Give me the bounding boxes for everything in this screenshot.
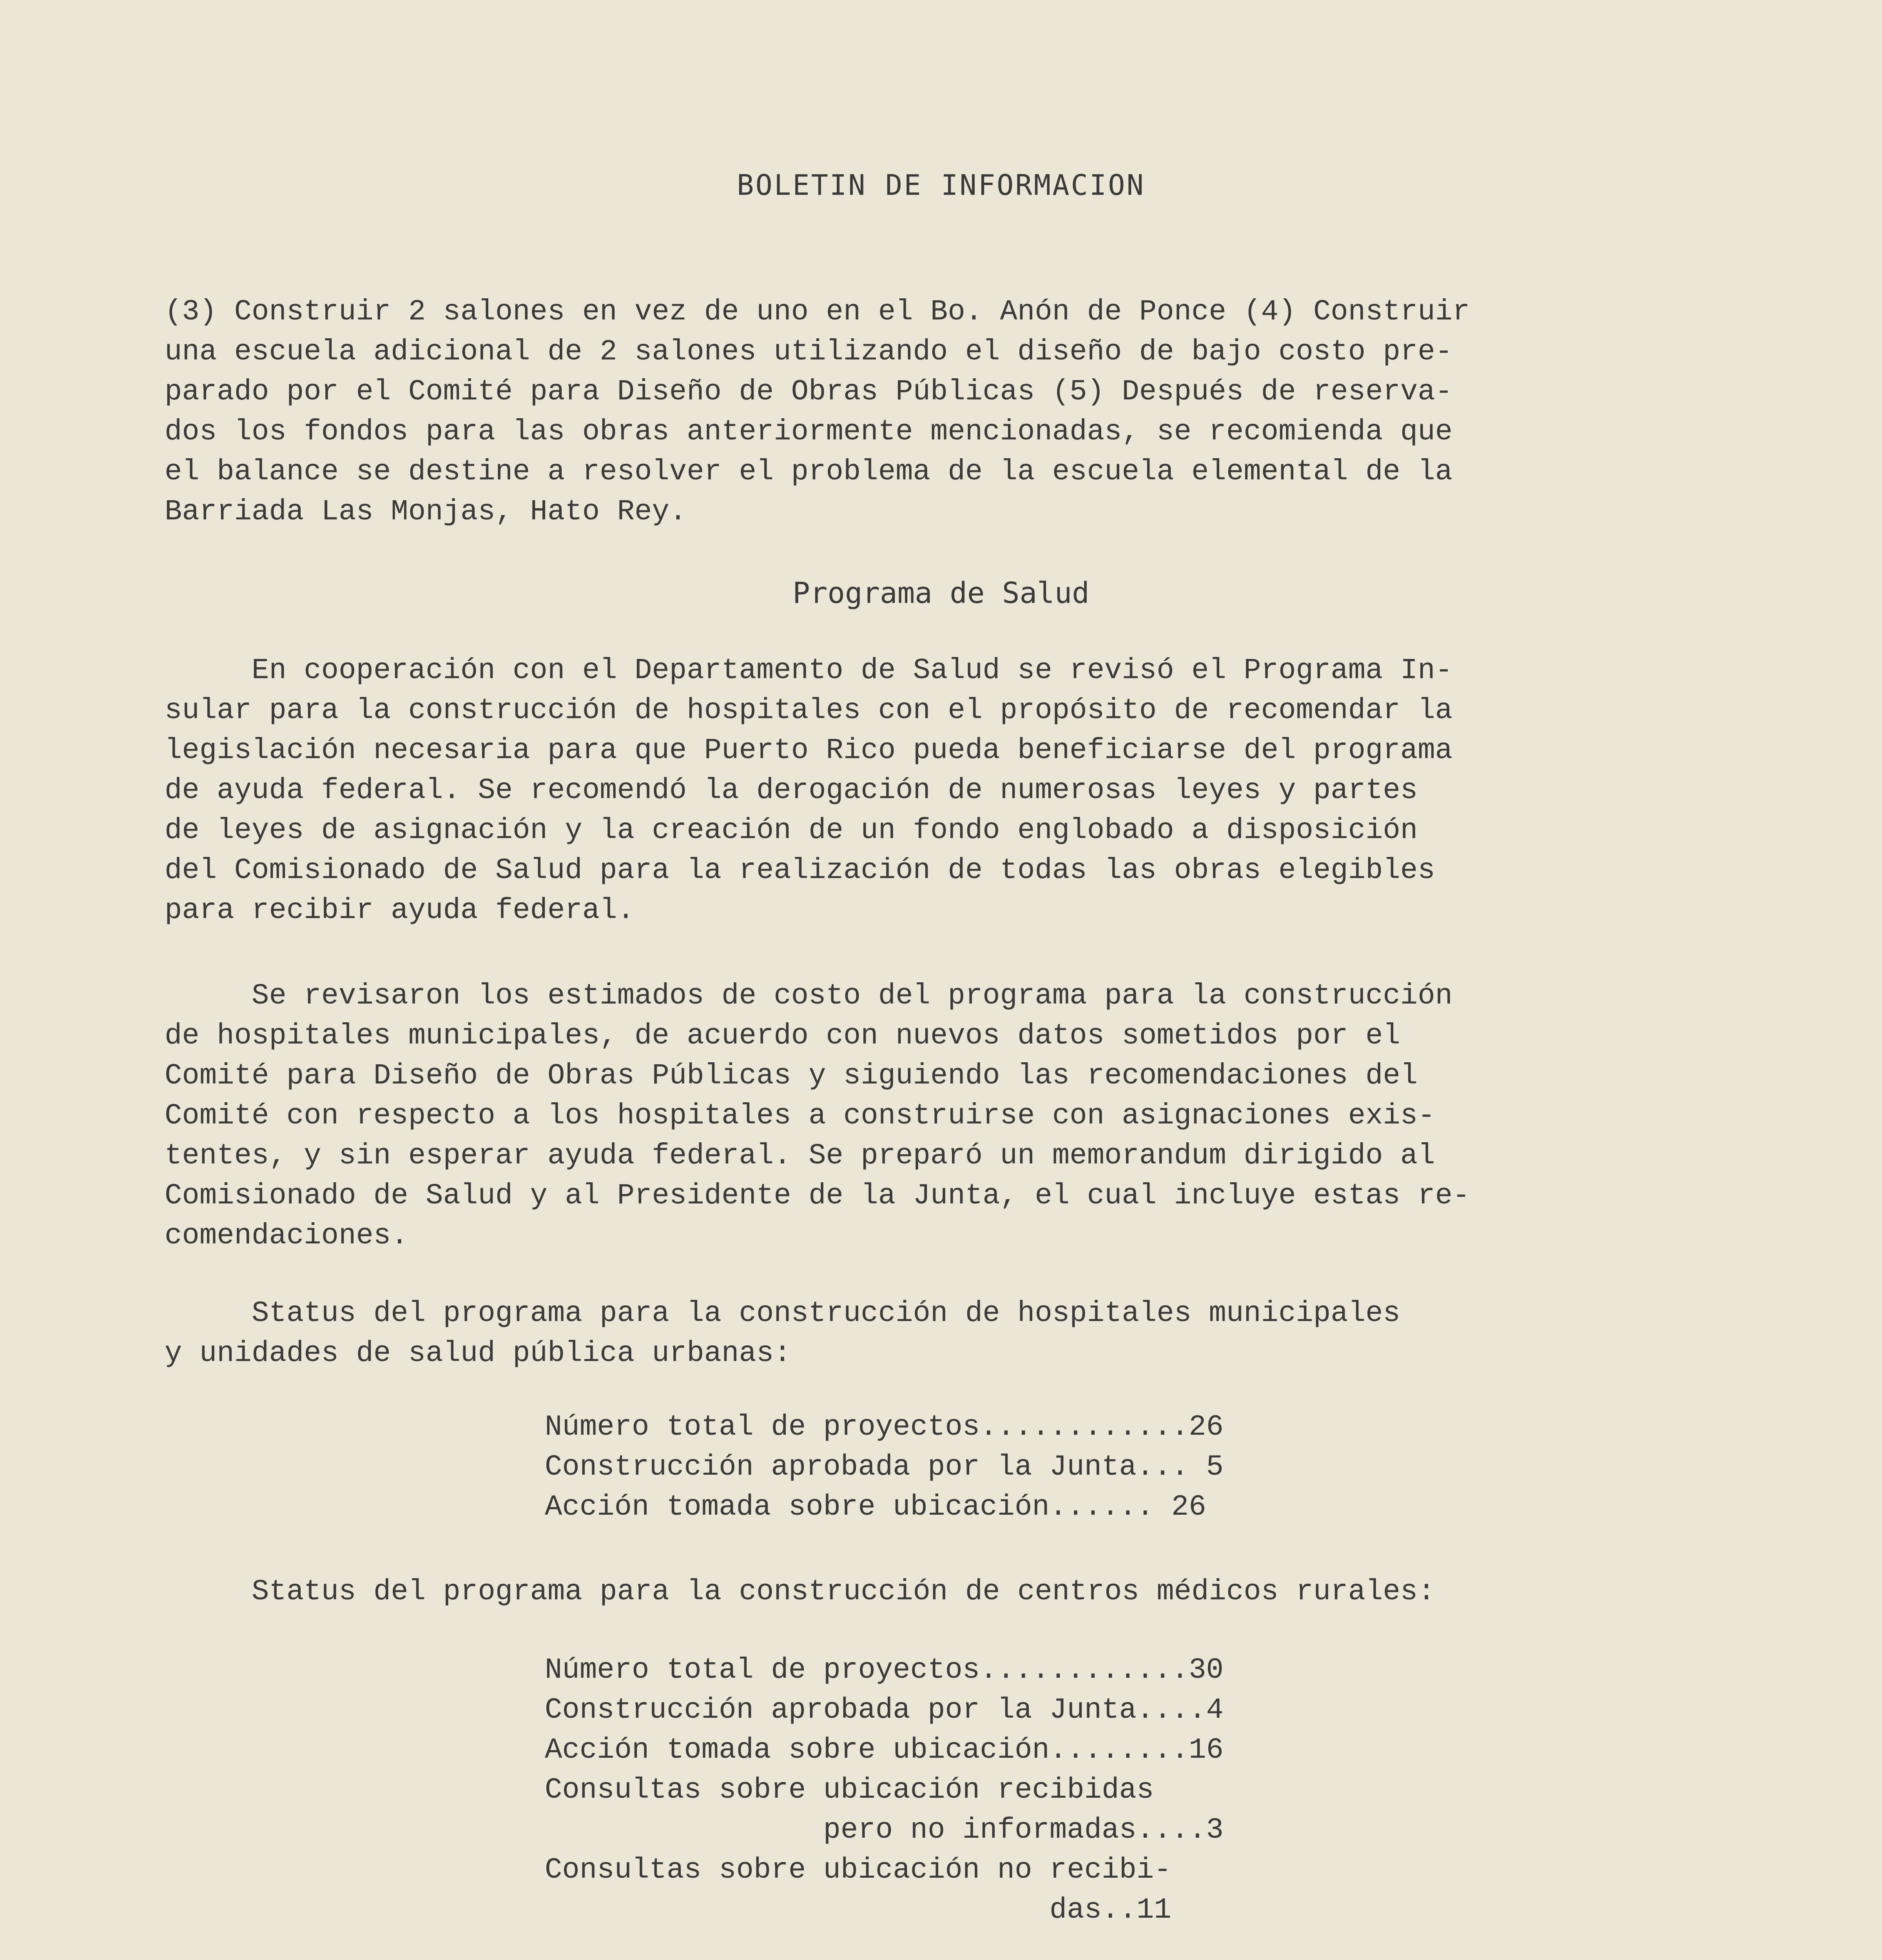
centros-medicos-status-list: Número total de proyectos............30 Construcción aprobada por la Junta....4 Acción tomada sobre ubicación........16 Consultas sobre ubicación recibidas pero no informadas....3 Consultas sobre ubicación no recibi- das..11 [545, 1654, 1224, 1927]
paragraph-5: Status del programa para la construcción de centros médicos rurales: [165, 1575, 1435, 1608]
page-header: BOLETIN DE INFORMACION [737, 169, 1145, 201]
paragraph-4: Status del programa para la construcción de hospitales municipales y unidades de salud pública urbanas: [165, 1297, 1400, 1370]
paragraph-1: (3) Construir 2 salones en vez de uno en el Bo. Anón de Ponce (4) Construir una escuela adicional de 2 salones utilizando el diseño de bajo costo pre- parado por el Comité para Diseño de Obras Públicas (5) Después de reserva- dos los fondos para las obras anteriormente mencionadas, se recomienda que el balance se destine a resolver el problema de la escuela elemental de la Barriada Las Monjas, Hato Rey. [165, 296, 1470, 528]
paragraph-2: En cooperación con el Departamento de Salud se revisó el Programa In- sular para la construcción de hospitales con el propósito de recomendar la legislación necesaria para que Puerto Rico pueda beneficiarse del programa de ayuda federal. Se recomendó la derogación de numerosas leyes y partes de leyes de asignación y la creación de un fondo englobado a disposición del Comisionado de Salud para la realización de todas las obras elegibles para recibir ayuda federal. [165, 654, 1453, 927]
paragraph-3: Se revisaron los estimados de costo del programa para la construcción de hospitales municipales, de acuerdo con nuevos datos sometidos por el Comité para Diseño de Obras Públicas y siguiendo las recomendaciones del Comité con respecto a los hospitales a construirse con asignaciones exis- tentes, y sin esperar ayuda federal. Se preparó un memorandum dirigido al Comisionado de Salud y al Presidente de la Junta, el cual incluye estas re- comendaciones. [165, 980, 1470, 1252]
hospitales-status-list: Número total de proyectos............26 Construcción aprobada por la Junta... 5 Acción tomada sobre ubicación...... 26 [545, 1411, 1224, 1524]
heading-programa-salud: Programa de Salud [792, 576, 1090, 610]
